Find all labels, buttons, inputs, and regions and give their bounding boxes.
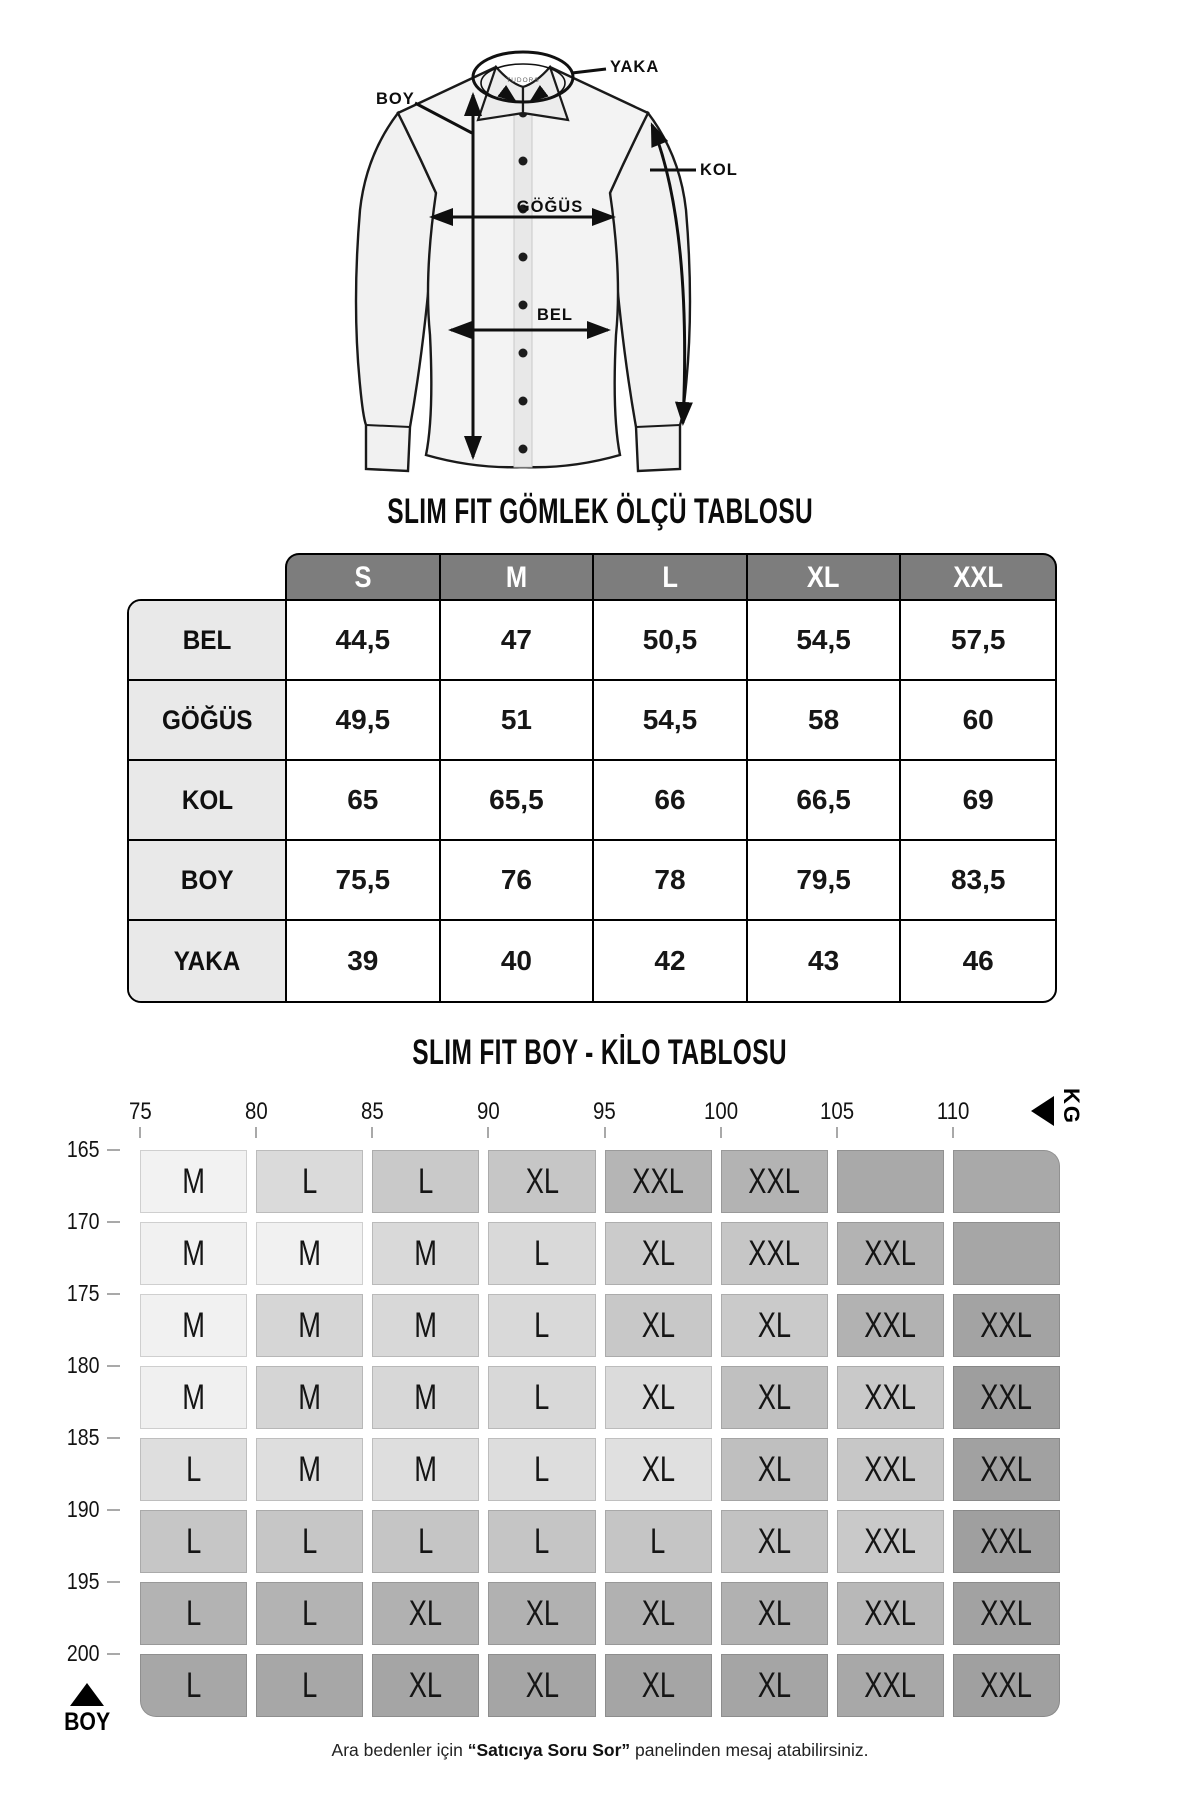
matrix-cell-size: L — [418, 1161, 434, 1201]
matrix-cell-size: XXL — [632, 1161, 684, 1201]
size-table-row-label — [129, 841, 287, 921]
matrix-cell-size: XXL — [980, 1665, 1033, 1705]
kg-tick-mark — [604, 1127, 606, 1138]
matrix-cell — [256, 1654, 363, 1717]
boy-tick-mark — [107, 1149, 120, 1151]
matrix-cell-size: XXL — [748, 1233, 800, 1273]
matrix-cell-size: XXL — [748, 1161, 800, 1201]
matrix-cell-size: L — [534, 1305, 550, 1345]
matrix-cell — [488, 1366, 595, 1429]
matrix-cell — [256, 1438, 363, 1501]
size-table-value-cell — [287, 681, 441, 761]
value-text: 46 — [962, 945, 994, 976]
size-table-value-cell — [594, 841, 748, 921]
size-table-value-cell — [901, 761, 1055, 841]
boy-tick-mark — [107, 1437, 120, 1439]
measure-label-yaka: YAKA — [610, 58, 660, 76]
size-table-header — [285, 553, 1057, 600]
value-text: 76 — [500, 864, 532, 895]
matrix-cell-size: L — [302, 1521, 318, 1561]
kg-tick-mark — [487, 1127, 489, 1138]
size-table-value-cell — [748, 841, 902, 921]
col-header-text: XL — [807, 560, 840, 594]
boy-tick-label — [36, 1136, 102, 1162]
matrix-cell — [488, 1222, 595, 1285]
col-header-text: XXL — [953, 560, 1003, 594]
value-text: 43 — [808, 945, 840, 976]
matrix-cell-size: M — [298, 1377, 322, 1417]
value-text: 44,5 — [335, 624, 391, 655]
measure-label-kol: KOL — [700, 161, 738, 179]
kg-tick-text: 90 — [477, 1098, 500, 1125]
matrix-cell — [140, 1438, 247, 1501]
matrix-cell-size: XL — [641, 1449, 675, 1489]
matrix-cell — [372, 1366, 479, 1429]
matrix-cell — [721, 1582, 828, 1645]
kg-tick-label — [919, 1098, 987, 1126]
matrix-cell-size: L — [534, 1233, 550, 1273]
boy-tick-label — [36, 1208, 102, 1234]
value-text: 50,5 — [642, 624, 698, 655]
boy-tick-mark — [107, 1365, 120, 1367]
matrix-cell — [721, 1222, 828, 1285]
row-label-text: BOY — [180, 864, 234, 895]
matrix-cell-size: XL — [757, 1665, 791, 1705]
matrix-cell-size: XL — [641, 1593, 675, 1633]
col-header-text: S — [354, 560, 372, 594]
value-text: 69 — [962, 784, 994, 815]
matrix-cell — [140, 1582, 247, 1645]
matrix-cell — [953, 1582, 1060, 1645]
matrix-cell — [953, 1150, 1060, 1213]
kg-tick-text: 100 — [703, 1098, 738, 1125]
value-text: 47 — [500, 624, 532, 655]
footer-prefix: Ara bedenler için — [331, 1740, 468, 1760]
matrix-cell-size: L — [418, 1521, 434, 1561]
matrix-cell-size: L — [185, 1665, 202, 1705]
matrix-cell-size: M — [298, 1449, 322, 1489]
matrix-cell — [140, 1366, 247, 1429]
boy-tick-label — [36, 1280, 102, 1306]
matrix-cell — [372, 1654, 479, 1717]
size-table-value-cell — [901, 681, 1055, 761]
matrix-cell — [605, 1510, 712, 1573]
matrix-cell-size: L — [534, 1521, 550, 1561]
boy-tick-text: 180 — [66, 1352, 100, 1378]
size-table-col-header — [441, 555, 595, 600]
value-text: 42 — [654, 945, 686, 976]
matrix-cell-size: M — [414, 1233, 438, 1273]
shirt-placket — [514, 87, 532, 467]
kg-tick-text: 110 — [936, 1098, 970, 1125]
matrix-cell-size: XXL — [864, 1593, 917, 1633]
matrix-cell-size: XL — [525, 1161, 559, 1201]
size-table-value-cell — [748, 681, 902, 761]
matrix-cell-size: XL — [757, 1305, 791, 1345]
footer-note — [0, 1740, 1200, 1761]
boy-tick-mark — [107, 1581, 120, 1583]
matrix-cell — [140, 1510, 247, 1573]
row-label-text: GÖĞÜS — [161, 704, 253, 735]
value-text: 57,5 — [950, 624, 1006, 655]
matrix-cell — [605, 1222, 712, 1285]
boy-tick-text: 175 — [66, 1280, 100, 1306]
matrix-cell-size: XXL — [980, 1305, 1033, 1345]
brand-text: TUDORS — [506, 77, 540, 84]
row-label-text: KOL — [181, 784, 233, 815]
kg-tick-label — [571, 1098, 639, 1126]
matrix-cell-size: L — [302, 1593, 318, 1633]
matrix-cell-size: XXL — [864, 1377, 917, 1417]
boy-tick-text: 195 — [66, 1568, 100, 1594]
matrix-cell-size: L — [185, 1449, 202, 1489]
kg-axis-label: KG — [1059, 1088, 1084, 1125]
kg-tick-text: 80 — [244, 1098, 268, 1125]
matrix-cell — [837, 1510, 944, 1573]
boy-axis-label — [50, 1708, 124, 1737]
size-table — [127, 553, 1057, 1003]
matrix-cell — [605, 1294, 712, 1357]
kg-tick-mark — [139, 1127, 141, 1138]
footer-suffix: panelinden mesaj atabilirsiniz. — [630, 1740, 869, 1760]
matrix-cell — [953, 1294, 1060, 1357]
size-table-value-cell — [287, 841, 441, 921]
measure-label-gogus: GÖĞÜS — [516, 198, 584, 216]
matrix-cell — [488, 1654, 595, 1717]
matrix-cell — [488, 1582, 595, 1645]
matrix-cell-size: XXL — [864, 1665, 917, 1705]
matrix-cell — [372, 1510, 479, 1573]
value-text: 51 — [500, 704, 532, 735]
boy-tick-label — [36, 1424, 102, 1450]
matrix-cell-size: XL — [525, 1593, 559, 1633]
weight-chart-title-text: SLIM FIT BOY - KİLO TABLOSU — [412, 1033, 788, 1072]
matrix-cell — [372, 1582, 479, 1645]
matrix-cell — [837, 1582, 944, 1645]
matrix-cell — [721, 1510, 828, 1573]
value-text: 78 — [654, 864, 686, 895]
size-table-value-cell — [441, 761, 595, 841]
matrix-cell — [721, 1438, 828, 1501]
size-table-value-cell — [594, 681, 748, 761]
matrix-cell-size: XL — [641, 1377, 675, 1417]
size-table-value-cell — [287, 921, 441, 1001]
matrix-cell-size: L — [302, 1665, 318, 1705]
matrix-cell — [605, 1582, 712, 1645]
matrix-cell — [837, 1150, 944, 1213]
size-matrix — [140, 1150, 1060, 1717]
value-text: 49,5 — [335, 704, 391, 735]
kg-tick-text: 85 — [360, 1098, 384, 1125]
matrix-cell — [140, 1294, 247, 1357]
matrix-cell-size: XXL — [980, 1521, 1033, 1561]
yaka-callout-line — [572, 69, 606, 73]
matrix-cell-size: XXL — [864, 1305, 917, 1345]
boy-axis-label-text: BOY — [63, 1708, 111, 1736]
kg-tick-mark — [255, 1127, 257, 1138]
matrix-cell — [488, 1510, 595, 1573]
matrix-cell-size: M — [298, 1233, 322, 1273]
size-table-body — [127, 599, 1057, 1003]
matrix-cell — [488, 1294, 595, 1357]
matrix-cell — [837, 1294, 944, 1357]
size-table-col-header — [901, 555, 1055, 600]
matrix-cell-size: XXL — [864, 1233, 917, 1273]
size-table-value-cell — [748, 921, 902, 1001]
measure-label-bel: BEL — [537, 306, 573, 324]
value-text: 83,5 — [950, 864, 1006, 895]
matrix-cell-size: XL — [757, 1521, 791, 1561]
size-table-row-label — [129, 761, 287, 841]
kg-tick-label — [222, 1098, 290, 1126]
value-text: 65,5 — [489, 784, 544, 815]
boy-tick-text: 200 — [66, 1640, 100, 1666]
matrix-cell-size: M — [298, 1305, 322, 1345]
matrix-cell — [953, 1366, 1060, 1429]
boy-tick-label — [36, 1568, 102, 1594]
kg-tick-text: 105 — [819, 1098, 854, 1125]
matrix-cell-size: M — [414, 1305, 438, 1345]
matrix-cell — [605, 1366, 712, 1429]
row-label-text: BEL — [182, 624, 232, 655]
kg-tick-label — [106, 1098, 174, 1126]
value-text: 60 — [962, 704, 994, 735]
matrix-cell — [837, 1222, 944, 1285]
boy-tick-text: 165 — [66, 1136, 100, 1162]
size-table-value-cell — [594, 921, 748, 1001]
size-table-value-cell — [748, 601, 902, 681]
boy-tick-label — [36, 1352, 102, 1378]
matrix-cell-size: XXL — [980, 1377, 1033, 1417]
size-table-row-label — [129, 921, 287, 1001]
matrix-cell — [256, 1150, 363, 1213]
matrix-cell — [256, 1582, 363, 1645]
kg-tick-mark — [371, 1127, 373, 1138]
matrix-cell-size: XXL — [980, 1449, 1033, 1489]
matrix-cell-size: M — [414, 1449, 438, 1489]
matrix-cell-size: XL — [757, 1449, 791, 1489]
matrix-cell-size: M — [182, 1377, 205, 1417]
matrix-cell-size: L — [185, 1593, 202, 1633]
matrix-cell-size: XL — [641, 1665, 675, 1705]
col-header-text: M — [505, 560, 528, 594]
boy-tick-mark — [107, 1221, 120, 1223]
boy-arrow-icon — [70, 1683, 104, 1706]
value-text: 39 — [347, 945, 379, 976]
kg-tick-mark — [836, 1127, 838, 1138]
matrix-cell — [605, 1150, 712, 1213]
size-table-row-label — [129, 681, 287, 761]
matrix-cell — [140, 1654, 247, 1717]
matrix-cell-size: L — [534, 1449, 550, 1489]
col-header-text: L — [662, 560, 678, 594]
value-text: 58 — [808, 704, 840, 735]
matrix-cell — [372, 1294, 479, 1357]
value-text: 79,5 — [796, 864, 851, 895]
matrix-cell-size: XL — [409, 1593, 443, 1633]
value-text: 75,5 — [335, 864, 391, 895]
matrix-cell — [256, 1222, 363, 1285]
size-table-value-cell — [441, 841, 595, 921]
matrix-cell-size: XXL — [980, 1593, 1033, 1633]
value-text: 54,5 — [796, 624, 851, 655]
matrix-cell — [140, 1150, 247, 1213]
size-chart-title — [0, 492, 1200, 532]
matrix-cell — [953, 1510, 1060, 1573]
matrix-cell-size: XXL — [864, 1449, 917, 1489]
size-table-value-cell — [441, 601, 595, 681]
size-table-value-cell — [901, 601, 1055, 681]
matrix-cell — [256, 1366, 363, 1429]
size-chart-title-text: SLIM FIT GÖMLEK ÖLÇÜ TABLOSU — [387, 492, 813, 531]
matrix-cell — [953, 1654, 1060, 1717]
matrix-cell — [837, 1366, 944, 1429]
matrix-cell — [721, 1294, 828, 1357]
value-text: 66,5 — [796, 784, 851, 815]
matrix-cell — [605, 1654, 712, 1717]
value-text: 66 — [654, 784, 686, 815]
matrix-cell — [721, 1366, 828, 1429]
value-text: 54,5 — [642, 704, 698, 735]
measure-label-boy: BOY — [376, 90, 415, 108]
matrix-cell-size: M — [182, 1233, 205, 1273]
kg-tick-label — [454, 1098, 522, 1126]
matrix-cell — [372, 1150, 479, 1213]
boy-tick-text: 170 — [66, 1208, 100, 1234]
matrix-cell — [837, 1438, 944, 1501]
kg-tick-text: 75 — [128, 1098, 152, 1125]
size-table-value-cell — [594, 761, 748, 841]
size-table-col-header — [594, 555, 748, 600]
matrix-cell — [488, 1150, 595, 1213]
size-table-value-cell — [901, 921, 1055, 1001]
boy-tick-label — [36, 1640, 102, 1666]
boy-tick-mark — [107, 1653, 120, 1655]
kg-tick-text: 95 — [593, 1098, 616, 1125]
matrix-cell-size: M — [414, 1377, 438, 1417]
row-label-text: YAKA — [173, 945, 241, 976]
matrix-cell-size: XL — [525, 1665, 559, 1705]
boy-tick-mark — [107, 1293, 120, 1295]
boy-tick-text: 190 — [66, 1496, 100, 1522]
kg-tick-mark — [720, 1127, 722, 1138]
size-table-value-cell — [287, 761, 441, 841]
matrix-cell-size: L — [534, 1377, 550, 1417]
matrix-cell — [721, 1150, 828, 1213]
matrix-cell-size: XL — [409, 1665, 443, 1705]
boy-tick-mark — [107, 1509, 120, 1511]
matrix-cell-size: XL — [641, 1233, 675, 1273]
matrix-cell — [953, 1222, 1060, 1285]
matrix-cell-size: M — [182, 1305, 205, 1345]
matrix-cell — [140, 1222, 247, 1285]
value-text: 65 — [347, 784, 379, 815]
value-text: 40 — [500, 945, 532, 976]
matrix-cell — [372, 1222, 479, 1285]
matrix-cell — [256, 1510, 363, 1573]
kg-tick-label — [803, 1098, 871, 1126]
kg-arrow-icon — [1031, 1096, 1054, 1126]
kg-tick-label — [338, 1098, 406, 1126]
matrix-cell-size: XXL — [864, 1521, 917, 1561]
boy-tick-text: 185 — [66, 1424, 100, 1450]
matrix-cell-size: L — [302, 1161, 318, 1201]
kg-tick-mark — [952, 1127, 954, 1138]
matrix-cell-size: L — [185, 1521, 202, 1561]
size-table-value-cell — [441, 681, 595, 761]
footer-bold: “Satıcıya Soru Sor” — [467, 1740, 631, 1760]
size-table-value-cell — [441, 921, 595, 1001]
matrix-cell — [488, 1438, 595, 1501]
kg-tick-label — [687, 1098, 755, 1126]
matrix-cell-size: XL — [641, 1305, 675, 1345]
matrix-cell-size: L — [650, 1521, 666, 1561]
matrix-cell-size: XL — [757, 1593, 791, 1633]
size-table-value-cell — [287, 601, 441, 681]
matrix-cell — [256, 1294, 363, 1357]
matrix-cell — [837, 1654, 944, 1717]
boy-tick-label — [36, 1496, 102, 1522]
size-table-row-label — [129, 601, 287, 681]
matrix-cell — [721, 1654, 828, 1717]
size-table-value-cell — [748, 761, 902, 841]
matrix-cell-size: XL — [757, 1377, 791, 1417]
matrix-cell — [605, 1438, 712, 1501]
size-table-col-header — [287, 555, 441, 600]
matrix-cell — [372, 1438, 479, 1501]
size-table-col-header — [748, 555, 902, 600]
matrix-cell-size: M — [182, 1161, 205, 1201]
weight-chart-title — [0, 1033, 1200, 1073]
matrix-cell — [953, 1438, 1060, 1501]
size-table-value-cell — [901, 841, 1055, 921]
size-table-value-cell — [594, 601, 748, 681]
